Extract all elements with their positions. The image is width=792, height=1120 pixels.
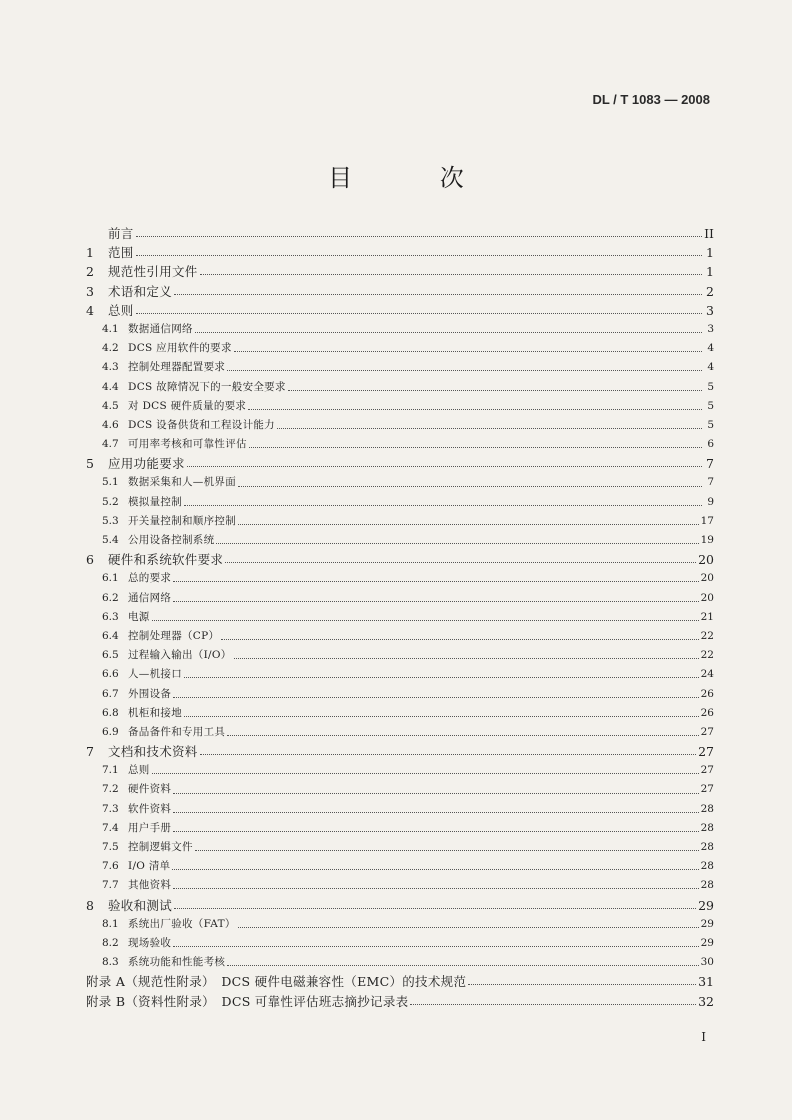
toc-entry-page: 7 xyxy=(706,456,714,472)
toc-entry-page: 3 xyxy=(706,302,714,318)
toc-entry xyxy=(86,953,714,972)
toc-entry-label: 过程输入输出（I/O） xyxy=(128,649,232,662)
toc-entry-number: 7.1 xyxy=(102,764,119,777)
toc-entry xyxy=(86,358,714,377)
toc-entry-label: DCS 应用软件的要求 xyxy=(128,342,232,355)
toc-entry-number: 6.7 xyxy=(102,687,119,700)
dot-leader xyxy=(173,793,698,794)
dot-leader xyxy=(152,620,699,621)
toc-entry-number: 2 xyxy=(86,264,94,280)
toc-entry-page: 5 xyxy=(707,399,714,412)
dot-leader xyxy=(225,562,696,563)
toc-entry-label: 数据采集和人—机界面 xyxy=(128,476,236,489)
toc-entry-label: 验收和测试 xyxy=(108,897,173,913)
toc-entry xyxy=(86,627,714,646)
toc-entry-label: DCS 故障情况下的一般安全要求 xyxy=(128,380,286,393)
dot-leader xyxy=(136,255,702,256)
toc-entry-page: 5 xyxy=(707,418,714,431)
toc-entry-label: 数据通信网络 xyxy=(128,322,193,335)
toc-entry-page: 32 xyxy=(698,993,714,1009)
toc-entry xyxy=(86,857,714,876)
toc-entry-label: 附录 A（规范性附录） DCS 硬件电磁兼容性（EMC）的技术规范 xyxy=(86,974,467,990)
toc-entry-page: 20 xyxy=(700,572,714,585)
toc-entry xyxy=(86,646,714,665)
toc-entry-label: 机柜和接地 xyxy=(128,706,182,719)
toc-entry-page: 28 xyxy=(700,879,714,892)
dot-leader xyxy=(195,850,699,851)
toc-entry-page: 29 xyxy=(698,897,714,913)
toc-entry-label: 其他资料 xyxy=(128,879,172,892)
dot-leader xyxy=(227,735,698,736)
dot-leader xyxy=(200,274,702,275)
toc-entry-number: 5.1 xyxy=(102,476,119,489)
dot-leader xyxy=(221,639,698,640)
toc-entry-page: 28 xyxy=(700,821,714,834)
toc-entry-label: 用户手册 xyxy=(128,821,172,834)
dot-leader xyxy=(234,351,702,352)
toc-entry xyxy=(86,992,714,1011)
toc-entry-page: 5 xyxy=(707,380,714,393)
toc-entry-label: 附录 B（资料性附录） DCS 可靠性评估班志摘抄记录表 xyxy=(86,993,409,1009)
dot-leader xyxy=(184,677,699,678)
dot-leader xyxy=(288,390,702,391)
toc-entry xyxy=(86,301,714,320)
toc-entry xyxy=(86,838,714,857)
dot-leader xyxy=(136,313,702,314)
page-number: I xyxy=(701,1030,706,1044)
toc-entry-number: 4.6 xyxy=(102,418,119,431)
toc-entry xyxy=(86,339,714,358)
toc-entry xyxy=(86,416,714,435)
page-title: 目 次 xyxy=(328,164,504,192)
toc-entry-number: 5.4 xyxy=(102,534,119,546)
toc-entry-page: 28 xyxy=(700,802,714,815)
toc-entry xyxy=(86,550,714,569)
toc-entry-number: 4.1 xyxy=(102,322,119,335)
toc-entry-number: 6.2 xyxy=(102,591,119,604)
dot-leader xyxy=(238,486,702,487)
toc-entry-page: 29 xyxy=(700,936,714,949)
toc-entry xyxy=(86,531,714,550)
toc-entry xyxy=(86,378,714,397)
toc-entry-label: 规范性引用文件 xyxy=(108,264,198,280)
toc-entry-page: 19 xyxy=(700,534,714,546)
toc-entry xyxy=(86,723,714,742)
toc-entry xyxy=(86,243,714,262)
toc-entry-label: 电源 xyxy=(128,610,150,623)
toc-entry-label: 开关量控制和顺序控制 xyxy=(128,514,236,527)
dot-leader xyxy=(173,697,698,698)
dot-leader xyxy=(238,927,699,928)
dot-leader xyxy=(216,543,698,544)
toc-entry-label: 现场验收 xyxy=(128,936,172,949)
toc-entry xyxy=(86,473,714,492)
toc-entry-number: 7.4 xyxy=(102,821,119,834)
toc-entry-number: 6.6 xyxy=(102,668,119,681)
toc-entry-page: 28 xyxy=(700,860,714,873)
toc-entry-page: 7 xyxy=(707,476,714,489)
toc-entry-label: 范围 xyxy=(108,245,134,261)
standard-code: DL / T 1083 — 2008 xyxy=(592,92,710,107)
dot-leader xyxy=(238,524,699,525)
toc-entry-label: 术语和定义 xyxy=(108,283,173,299)
dot-leader xyxy=(173,812,698,813)
dot-leader xyxy=(468,984,696,985)
toc-entry-number: 8 xyxy=(86,897,94,913)
toc-entry-number: 6.9 xyxy=(102,725,119,738)
toc-entry-page: 2 xyxy=(706,283,714,299)
toc-entry-number: 4.4 xyxy=(102,380,119,393)
toc-entry-page: 22 xyxy=(700,629,714,642)
table-of-contents xyxy=(86,224,714,1011)
toc-entry-number: 6.1 xyxy=(102,572,119,585)
toc-entry-number: 7.7 xyxy=(102,879,119,892)
toc-entry xyxy=(86,262,714,281)
toc-entry-number: 1 xyxy=(86,245,94,261)
toc-entry-number: 4 xyxy=(86,302,94,318)
toc-entry-page: 17 xyxy=(700,514,714,527)
toc-entry-label: 总的要求 xyxy=(128,572,172,585)
toc-entry-page: 27 xyxy=(700,783,714,796)
toc-entry xyxy=(86,742,714,761)
toc-entry xyxy=(86,685,714,704)
dot-leader xyxy=(136,236,702,237)
toc-entry-number: 4.2 xyxy=(102,342,119,355)
toc-entry-page: 26 xyxy=(700,687,714,700)
toc-entry-label: 控制逻辑文件 xyxy=(128,841,193,853)
toc-entry-label: 备品备件和专用工具 xyxy=(128,725,226,738)
toc-entry-number: 8.2 xyxy=(102,936,119,949)
toc-entry-label: 外围设备 xyxy=(128,687,172,700)
toc-entry xyxy=(86,761,714,780)
dot-leader xyxy=(410,1004,696,1005)
toc-entry xyxy=(86,934,714,953)
dot-leader xyxy=(184,505,702,506)
toc-entry-number: 5.3 xyxy=(102,514,119,527)
toc-entry-page: 4 xyxy=(707,361,714,374)
toc-entry-page: 29 xyxy=(700,917,714,930)
toc-entry-number: 6.5 xyxy=(102,649,119,662)
toc-entry-page: II xyxy=(704,226,714,241)
dot-leader xyxy=(174,294,702,295)
toc-entry-label: I/O 清单 xyxy=(128,860,171,873)
toc-entry-label: 人—机接口 xyxy=(128,668,182,681)
toc-entry-page: 21 xyxy=(700,610,714,623)
toc-entry-page: 1 xyxy=(706,245,714,261)
toc-entry-label: 总则 xyxy=(108,302,134,318)
toc-entry xyxy=(86,282,714,301)
toc-entry-page: 20 xyxy=(698,552,714,568)
toc-entry xyxy=(86,569,714,588)
toc-entry-number: 4.7 xyxy=(102,438,119,451)
toc-entry-number: 7.3 xyxy=(102,802,119,815)
toc-entry xyxy=(86,915,714,934)
dot-leader xyxy=(200,754,696,755)
dot-leader xyxy=(249,447,702,448)
toc-entry-label: 公用设备控制系统 xyxy=(128,534,215,546)
dot-leader xyxy=(172,869,698,870)
toc-entry-page: 6 xyxy=(707,438,714,451)
toc-entry-number: 6.8 xyxy=(102,706,119,719)
toc-entry-page: 26 xyxy=(700,706,714,719)
toc-entry-number: 6.4 xyxy=(102,629,119,642)
dot-leader xyxy=(184,716,699,717)
dot-leader xyxy=(277,428,702,429)
toc-entry xyxy=(86,320,714,339)
toc-entry-number: 7.5 xyxy=(102,841,119,853)
toc-entry-label: 系统功能和性能考核 xyxy=(128,956,226,969)
toc-entry-page: 31 xyxy=(698,974,714,990)
toc-entry xyxy=(86,704,714,723)
toc-entry-number: 5.2 xyxy=(102,495,119,508)
toc-entry xyxy=(86,896,714,915)
toc-entry xyxy=(86,608,714,627)
toc-entry-page: 27 xyxy=(698,744,714,760)
toc-entry xyxy=(86,972,714,991)
toc-entry-label: DCS 设备供货和工程设计能力 xyxy=(128,418,275,431)
toc-entry xyxy=(86,819,714,838)
toc-entry-label: 系统出厂验收（FAT） xyxy=(128,917,236,930)
toc-entry-label: 模拟量控制 xyxy=(128,495,182,508)
toc-entry xyxy=(86,435,714,454)
toc-entry-label: 文档和技术资料 xyxy=(108,744,198,760)
toc-entry-label: 硬件和系统软件要求 xyxy=(108,552,224,568)
toc-entry xyxy=(86,876,714,895)
toc-entry-number: 8.3 xyxy=(102,956,119,969)
toc-entry-number: 6.3 xyxy=(102,610,119,623)
toc-entry-page: 28 xyxy=(700,841,714,853)
toc-entry-page: 3 xyxy=(707,322,714,335)
dot-leader xyxy=(173,601,698,602)
toc-entry-page: 27 xyxy=(700,725,714,738)
toc-entry-page: 20 xyxy=(700,591,714,604)
toc-entry-label: 前言 xyxy=(108,226,134,241)
dot-leader xyxy=(227,370,702,371)
toc-entry xyxy=(86,512,714,531)
dot-leader xyxy=(173,888,698,889)
toc-entry xyxy=(86,454,714,473)
dot-leader xyxy=(173,831,698,832)
toc-entry-page: 22 xyxy=(700,649,714,662)
toc-entry-label: 可用率考核和可靠性评估 xyxy=(128,438,247,451)
toc-entry-label: 控制处理器配置要求 xyxy=(128,361,226,374)
toc-entry-label: 应用功能要求 xyxy=(108,456,185,472)
toc-entry xyxy=(86,397,714,416)
toc-entry-number: 7.2 xyxy=(102,783,119,796)
toc-entry xyxy=(86,493,714,512)
dot-leader xyxy=(187,466,702,467)
toc-entry-number: 7.6 xyxy=(102,860,119,873)
toc-entry-number: 4.5 xyxy=(102,399,119,412)
toc-entry-label: 对 DCS 硬件质量的要求 xyxy=(128,399,247,412)
toc-entry xyxy=(86,780,714,799)
toc-entry-label: 通信网络 xyxy=(128,591,172,604)
toc-entry-page: 24 xyxy=(700,668,714,681)
toc-entry-number: 8.1 xyxy=(102,917,119,930)
dot-leader xyxy=(195,332,702,333)
toc-entry-number: 3 xyxy=(86,283,94,299)
dot-leader xyxy=(173,581,698,582)
toc-entry-label: 总则 xyxy=(128,764,150,777)
toc-entry xyxy=(86,800,714,819)
toc-entry xyxy=(86,665,714,684)
toc-entry xyxy=(86,224,714,243)
toc-entry-number: 5 xyxy=(86,456,94,472)
dot-leader xyxy=(173,946,698,947)
dot-leader xyxy=(152,773,699,774)
toc-entry-page: 9 xyxy=(707,495,714,508)
dot-leader xyxy=(234,658,699,659)
toc-entry-page: 4 xyxy=(707,342,714,355)
toc-entry-number: 6 xyxy=(86,552,94,568)
toc-entry-label: 软件资料 xyxy=(128,802,172,815)
toc-entry-page: 27 xyxy=(700,764,714,777)
dot-leader xyxy=(248,409,702,410)
toc-entry-number: 4.3 xyxy=(102,361,119,374)
toc-entry-number: 7 xyxy=(86,744,94,760)
toc-entry xyxy=(86,589,714,608)
dot-leader xyxy=(174,908,696,909)
toc-entry-label: 控制处理器（CP） xyxy=(128,629,220,642)
toc-entry-page: 30 xyxy=(700,956,714,969)
toc-entry-page: 1 xyxy=(706,264,714,280)
toc-entry-label: 硬件资料 xyxy=(128,783,172,796)
dot-leader xyxy=(227,965,698,966)
